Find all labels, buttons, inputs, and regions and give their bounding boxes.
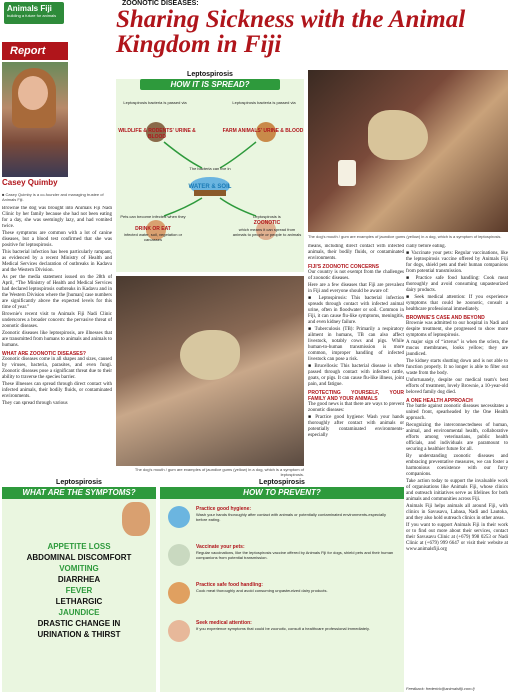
dog-mouth-photo-middle	[116, 276, 304, 466]
paragraph: ■ Vaccinate your pets: Regular vaccinations, like the leptospirosis vaccine offered by Animals Fiji for dogs, shield pets and their human companions from potential transmission.	[406, 251, 508, 274]
paragraph: Here are a few diseases that Fiji are prevalent in Fiji and everyone should be aware of:	[308, 283, 404, 294]
node-pets-label: DRINK OR EAT	[135, 226, 171, 232]
syringe-icon	[168, 544, 190, 566]
paragraph: Animals Fiji helps animals all around Fiji, with clinics in Savusavu, Labasa, Nadi and Lautoka, and they also hold outreach clinics in other areas.	[406, 504, 508, 521]
node-zoonotic-text: Leptospirosis is	[253, 214, 281, 219]
prevent-item-title: Practice good hygiene:	[196, 506, 252, 512]
body-column-1	[2, 206, 112, 462]
subheading: A ONE HEALTH APPROACH	[406, 398, 473, 404]
symptom-item: VOMITING	[59, 564, 99, 573]
logo-tagline: building a future for animals	[7, 13, 57, 18]
symptoms-box	[2, 478, 156, 692]
paragraph: This bacterial infection has been particularly rampant, as evidenced by a recent Ministry of Health and Medical Services declaration of outbreaks in Kadavu and the Western Division.	[2, 250, 112, 273]
paragraph: If you want to support Animals Fiji in their work or to find out more about their services, contact their Savusavu Clinic at (+679) 998 0253 or Nadi Clinic at (+679) 999 6647 or visit their website at www.animalsfiji.org	[406, 523, 508, 552]
paragraph: Take action today to support the invaluable work of organisations like Animals Fiji, whose clinics and outreach initiatives serve as lifelines for both animals and communities across Fiji.	[406, 479, 508, 502]
paragraph: The kidney starts shutting down and is not able to function properly. It no longer is able to filter out waste from the body.	[406, 359, 508, 376]
symptom-item: DRASTIC CHANGE IN	[37, 619, 121, 628]
body-column-3	[406, 244, 508, 684]
node-farm-label: FARM ANIMALS' URINE & BLOOD	[222, 128, 304, 134]
prevent-item-desc: Regular vaccinations, like the leptospirosis vaccine offered by Animals Fiji for dogs, shield pets and their human companions from potential transmission.	[196, 550, 394, 560]
node-wildlife-label: WILDLIFE & RODENTS' URINE & BLOOD	[118, 128, 196, 140]
node-zoonotic-text2: which means it can spread from animals to people or people to animals	[232, 227, 302, 237]
paragraph: These illnesses can spread through direct contact with infected animals, their bodily fluids, or contaminated environments.	[2, 382, 112, 399]
symptom-item: DIARRHEA	[57, 575, 101, 584]
author-face	[18, 76, 48, 110]
tooth	[338, 160, 356, 186]
subheading: BROWNIE'S CASE AND BEYOND	[406, 315, 485, 321]
feedback-line: Feedback: frederick@animalsfiji.com.fj	[406, 686, 475, 691]
node-pets-text: Pets can become infected when they	[120, 214, 186, 219]
kicker: ZOONOTIC DISEASES:	[122, 0, 199, 7]
paragraph: ■ Practice safe food handling: Cook meat thoroughly and avoid consuming unpasteurized dairy products.	[406, 276, 508, 293]
photo-caption-right: The dog's mouth / gum are examples of jaundice gums (yellow) in a dog, which is a symptom of leptospirosis.	[308, 234, 502, 239]
paragraph: cially before eating.	[406, 244, 446, 249]
paragraph: Brownie the dog was brought into Animals Fiji Nadi Clinic by her family because she had not been eating for a day, she was seemingly lazy, and had vomited twice.	[2, 206, 112, 229]
handwash-icon	[168, 506, 190, 528]
infographic-title: Leptospirosis	[116, 70, 304, 79]
subheading: FIJI'S ZOONOTIC CONCERNS	[308, 264, 379, 270]
doctor-icon	[168, 620, 190, 642]
paragraph: ■ Leptospirosis: This bacterial infection spreads through contact with infected animal urine, often in floodwater or soil. Common in Fiji, it can cause flu-like symptoms, meningitis, and even kidney failure.	[308, 296, 404, 325]
prevent-box	[160, 478, 404, 692]
node-water-text: The bacteria can live in	[189, 166, 231, 171]
symptom-item: APPETITE LOSS	[47, 542, 111, 551]
author-photo	[2, 62, 68, 177]
paragraph: Brownie was admitted to our hospital in Nadi and despite treatment, she progressed to show more symptoms of leptospirosis.	[406, 321, 508, 338]
subheading: WHAT ARE ZOONOTIC DISEASES?	[2, 351, 86, 357]
prevent-item-desc: If you experience symptoms that could be zoonotic, consult a healthcare professional immediately.	[196, 626, 370, 631]
paragraph: Zoonotic diseases like leptospirosis, are illnesses that are transmitted from humans to animals and animals to humans.	[2, 331, 112, 348]
section-label: Report	[2, 42, 68, 60]
symptoms-title: Leptospirosis	[2, 478, 156, 487]
node-zoonotic-label: ZOONOTIC	[253, 220, 281, 226]
prevent-header: HOW TO PREVENT?	[160, 487, 404, 499]
paragraph: Brownie's recent visit to Animals Fiji Nadi Clinic underscores a broader concern: the pervasive threat of zoonotic diseases.	[2, 312, 112, 329]
node-farm-text: Leptospirosis bacteria is passed via	[232, 100, 296, 105]
spread-arrows	[116, 90, 304, 272]
paragraph: means, including direct contact with infected animals, their bodily fluids, or contaminated environments.	[308, 244, 404, 261]
prevent-item	[168, 620, 398, 642]
jaundiced-gum	[180, 330, 240, 380]
prevent-item-desc: Cook meat thoroughly and avoid consuming unpasteurized dairy products.	[196, 588, 328, 593]
author-name: Casey Quimby	[2, 178, 58, 187]
paragraph: ■ Practice good hygiene: Wash your hands thoroughly after contact with animals or potentially contaminated environments-especially	[308, 415, 404, 438]
symptom-item: LETHARGIC	[55, 597, 103, 606]
paragraph: ■ Brucellosis: This bacterial disease is often passed through contact with infected cattle, goats, or pigs. It can cause flu-like illness, joint pain, and fatigue.	[308, 364, 404, 387]
prevent-item-title: Seek medical attention:	[196, 620, 252, 626]
node-pets-text2: infected water, soil, vegetation or carcasses	[123, 232, 183, 242]
paragraph: The battle against zoonotic diseases necessitates a united front, spearheaded by the One Health approach.	[406, 404, 508, 421]
paragraph: These symptoms are common with a lot of canine diseases, but a blood test confirmed that she was positive for leptospirosis.	[2, 231, 112, 248]
prevent-item-title: Practice safe food handling:	[196, 582, 263, 588]
infographic-header: HOW IT IS SPREAD?	[140, 79, 280, 90]
logo-name: Animals Fiji	[7, 4, 52, 13]
paragraph: Unfortunately, despite our medical team's best efforts of treatment, lovely Brownie, a 10-year-old beloved family dog died.	[406, 378, 508, 395]
symptom-item: ABDOMINAL DISCOMFORT	[26, 553, 132, 562]
prevent-item-desc: Wash your hands thoroughly after contact with animals or potentially contaminated environments-especially before eating.	[196, 512, 386, 522]
body-column-2	[308, 244, 404, 476]
node-wildlife-text: Leptospirosis bacteria is passed via	[123, 100, 187, 105]
symptom-item: FEVER	[65, 586, 93, 595]
headline: Sharing Sickness with the Animal Kingdom in Fiji	[116, 6, 466, 58]
paragraph: Zoonotic diseases come in all shapes and sizes, caused by viruses, bacteria, parasites, and even fungi. Zoonotic diseases pose a significant threat due to their ability to traverse the species barrier.	[2, 357, 112, 380]
prevent-title: Leptospirosis	[160, 478, 404, 487]
symptom-item: JAUNDICE	[58, 608, 100, 617]
paragraph: ■ Tuberculosis (TB): Primarily a respiratory ailment in humans, TB can also affect livestock, notably cows and pigs. While human-to-human transmission is more common, improper handling of infected livestock can pose a risk.	[308, 327, 404, 362]
prevent-item-title: Vaccinate your pets:	[196, 544, 245, 550]
prevent-list	[168, 506, 398, 642]
symptom-item: URINATION & THIRST	[37, 630, 121, 639]
dog-mouth-photo-right	[308, 70, 508, 232]
jaundiced-gum	[368, 110, 428, 160]
paragraph: They can spread through various	[2, 401, 68, 406]
paragraph: Recognizing the interconnectedness of human, animal, and environmental health, collaborative efforts among veterinarians, public health officials, and individuals are paramount to securing a healthier future for all.	[406, 423, 508, 452]
paragraph: A major sign of “icterus” is when the sclera, the mucus membranes, looks yellow; they are jaundiced.	[406, 340, 508, 357]
node-water-label: WATER & SOIL	[188, 184, 232, 190]
food-icon	[168, 582, 190, 604]
photo-caption-middle: The dog's mouth / gum are examples of jaundice gums (yellow) in a dog, which is a symptom of leptospirosis.	[134, 467, 304, 477]
paragraph: ■ Seek medical attention: If you experience symptoms that could be zoonotic, consult a healthcare professional immediately.	[406, 295, 508, 312]
sick-dog-icon	[122, 502, 150, 536]
paragraph: By understanding zoonotic diseases and embracing preventative measures, we can foster a harmonious coexistence with our furry companions.	[406, 454, 508, 477]
subheading: PROTECTING YOURSELF, YOUR FAMILY AND YOUR ANIMALS	[308, 390, 404, 402]
animals-fiji-logo	[4, 2, 64, 24]
symptoms-header: WHAT ARE THE SYMPTOMS?	[2, 487, 156, 499]
symptoms-list	[2, 541, 156, 640]
prevent-item	[168, 582, 398, 604]
paragraph: Our country is not exempt from the challenges of zoonotic diseases.	[308, 270, 404, 281]
author-caption: ■ Casey Quimby is a co-founder and managing trustee of Animals Fiji.	[2, 192, 104, 202]
prevent-item	[168, 506, 398, 528]
paragraph: The good news is that there are ways to prevent zoonotic diseases:	[308, 402, 404, 413]
prevent-item	[168, 544, 398, 566]
spread-infographic	[116, 70, 304, 272]
paragraph: As per the media statement issued on the 28th of April, “The Ministry of Health and Medical Services had declared leptospirosis outbreaks in Kadavu and in the Western Division where the [human] case numbers are significantly above the expected levels for this time of year.”	[2, 275, 112, 310]
